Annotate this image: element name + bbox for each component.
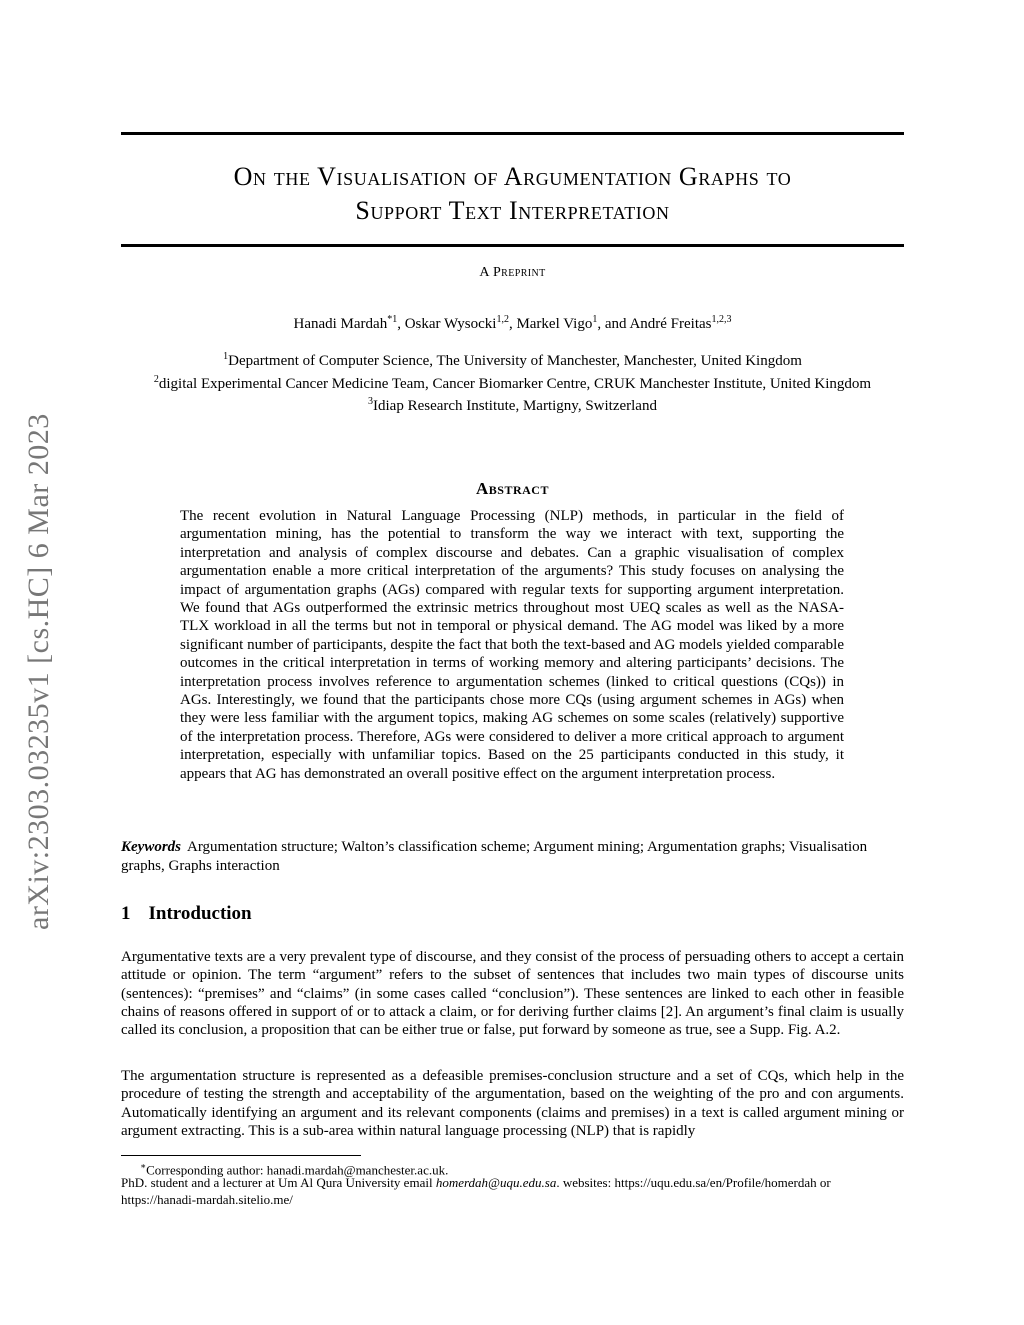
affiliation-line bbox=[110, 393, 915, 416]
author-name: Markel Vigo bbox=[516, 316, 593, 332]
keywords-text: Argumentation structure; Walton’s classification scheme; Argument mining; Argumentation graphs; Visualisation graphs, Graphs interaction bbox=[121, 839, 868, 874]
title-line-2: Support Text Interpretation bbox=[355, 196, 670, 225]
author-separator: , bbox=[508, 316, 517, 332]
author-name: Oskar Wysocki bbox=[404, 316, 497, 332]
keywords bbox=[121, 838, 904, 875]
abstract-heading: Abstract bbox=[476, 479, 549, 498]
affiliation-line bbox=[110, 371, 915, 394]
paper-title bbox=[121, 160, 904, 228]
affiliation-mark: 3 bbox=[368, 396, 374, 407]
author-separator: , bbox=[397, 316, 405, 332]
affiliation-mark: 2 bbox=[153, 373, 159, 385]
title-line-1: On the Visualisation of Argumentation Graphs to bbox=[233, 162, 792, 191]
author-name: Hanadi Mardah bbox=[293, 316, 388, 332]
arxiv-sidebar-stamp: arXiv:2303.03235v1 [cs.HC] 6 Mar 2023 bbox=[22, 413, 55, 930]
intro-paragraph-2: The argumentation structure is represented as a defeasible premises-conclusion structure and a set of CQs, which help in the procedure of testing the strength and acceptability of the argumentation, based on the weighting of the pro and con arguments. Automatically identifying an argument and its relevant components (claims and premises) in a text is called argument mining or argument extracting. This is a sub-area within natural language processing (NLP) that is rapidly bbox=[121, 1068, 904, 1139]
affiliation-text: Idiap Research Institute, Martigny, Switzerland bbox=[373, 398, 657, 414]
author-affiliation-mark: *1 bbox=[387, 314, 398, 325]
author-list bbox=[121, 314, 904, 333]
author-separator: , and bbox=[597, 316, 630, 332]
section-number: 1 bbox=[121, 903, 131, 924]
footnote-text: PhD. student and a lecturer at Um Al Qura University email bbox=[121, 1175, 436, 1190]
footnote-websites[interactable]: . websites: https://uqu.edu.sa/en/Profile/homerdah or https://hanadi-mardah.sitelio.me/ bbox=[121, 1175, 831, 1207]
section-heading-introduction bbox=[121, 903, 252, 925]
author-affiliation-mark: 1,2,3 bbox=[711, 314, 732, 325]
affiliation-text: digital Experimental Cancer Medicine Team, Cancer Biomarker Centre, CRUK Manchester Institute, United Kingdom bbox=[158, 375, 872, 392]
title-top-rule bbox=[121, 132, 904, 135]
footnote-email-link[interactable]: homerdah@uqu.edu.sa bbox=[435, 1175, 557, 1190]
affiliations bbox=[110, 348, 915, 416]
section-title: Introduction bbox=[148, 903, 252, 924]
affiliation-mark: 1 bbox=[223, 351, 229, 362]
affiliation-line bbox=[110, 348, 915, 371]
footnote-affiliation-note bbox=[121, 1174, 904, 1208]
author-name: André Freitas bbox=[629, 316, 712, 332]
footnote-star-mark: ∗ bbox=[140, 1161, 147, 1171]
affiliation-text: Department of Computer Science, The University of Manchester, Manchester, United Kingdom bbox=[228, 353, 802, 369]
footnote-rule bbox=[121, 1155, 361, 1156]
preprint-label: A Preprint bbox=[479, 265, 546, 280]
author-affiliation-mark: 1,2 bbox=[496, 314, 509, 325]
intro-paragraph-1: Argumentative texts are a very prevalent type of discourse, and they consist of the process of persuading others to accept a certain attitude or opinion. The term “argument” refers to the subset of sentences that includes two main types of discourse units (sentences): “premises” and “claims” (in some cases called “conclusion”). These sentences are linked to each other in feasible chains of reasons offered in support of or to attack a claim, or for deriving further claims [2]. An argument’s final claim is usually called its conclusion, a proposition that can be either true or false, put forward by someone as true, see a Supp. Fig. A.2. bbox=[121, 949, 904, 1039]
author-affiliation-mark: 1 bbox=[592, 314, 598, 325]
abstract-text: The recent evolution in Natural Language Processing (NLP) methods, in particular in the field of argumentation mining, has the potential to transform the way we interact with text, supporting the interpretation and analysis of complex discourse and debates. Can a graphic visualisation of complex argumentation enable a more critical interpretation of the arguments? This study focuses on analysing the impact of argumentation graphs (AGs) compared with regular texts for supporting argument interpretation. We found that AGs outperformed the extrinsic metrics throughout most UEQ scales as well as the NASA-TLX workload in all the terms but not in temporal or physical demand. The AG model was liked by a more significant number of participants, despite the fact that both the text-based and AG models yielded comparable outcomes in the critical interpretation in terms of working memory and altering participants’ decisions. The interpretation process involves reference to argumentation schemes (linked to critical questions (CQs)) in AGs. Interestingly, we found that the participants chose more CQs (using argument schemes in AGs) when they were less familiar with the argument topics, making AG schemes on some scales (relatively) supportive of the interpretation process. Therefore, AGs were considered to deliver a more critical approach to argument interpretation, especially with unfamiliar topics. Based on the 25 participants conducted in this study, it appears that AG has demonstrated an overall positive effect on the argument interpretation process. bbox=[180, 508, 844, 782]
footnote-text: Corresponding author: hanadi.mardah@manchester.ac.uk. bbox=[146, 1162, 449, 1178]
title-bottom-rule bbox=[121, 244, 904, 247]
keywords-label: Keywords bbox=[121, 839, 181, 855]
